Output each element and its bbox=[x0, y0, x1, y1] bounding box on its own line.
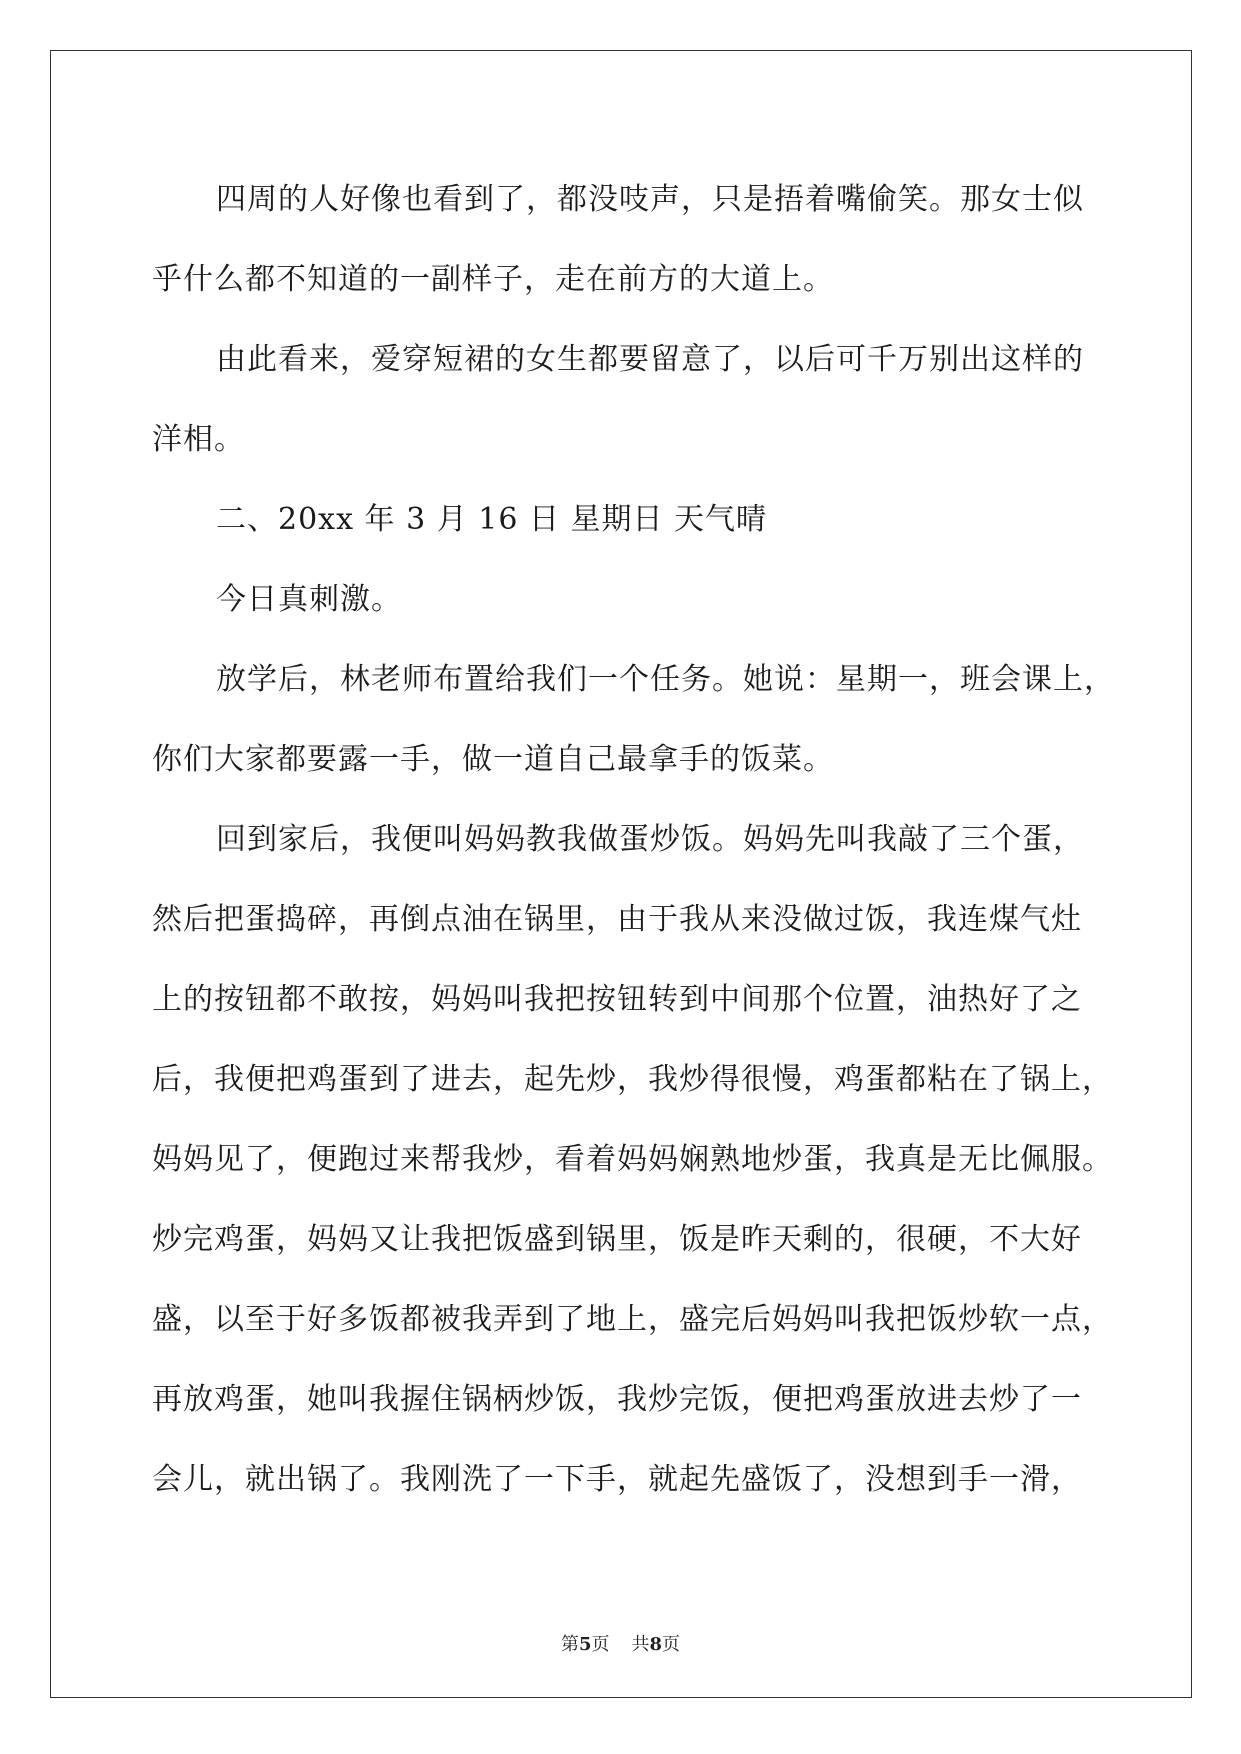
text-line: 四周的人好像也看到了，都没吱声，只是捂着嘴偷笑。那女士似 bbox=[216, 182, 1084, 217]
text-line: 回到家后，我便叫妈妈教我做蛋炒饭。妈妈先叫我敲了三个蛋， bbox=[216, 822, 1084, 857]
text-line: 上的按钮都不敢按，妈妈叫我把按钮转到中间那个位置，油热好了之 bbox=[152, 982, 1082, 1017]
text-line: 今日真刺激。 bbox=[216, 582, 402, 617]
text-line: 由此看来，爱穿短裙的女生都要留意了，以后可千万别出这样的 bbox=[216, 342, 1084, 377]
section-heading: 二、20xx 年 3 月 16 日 星期日 天气晴 bbox=[216, 502, 768, 537]
page-number: 5 bbox=[578, 1634, 592, 1655]
text-line: 妈妈见了，便跑过来帮我炒，看着妈妈娴熟地炒蛋，我真是无比佩服。 bbox=[152, 1142, 1113, 1177]
text-line: 然后把蛋捣碎，再倒点油在锅里，由于我从来没做过饭，我连煤气灶 bbox=[152, 902, 1082, 937]
text-line: 再放鸡蛋，她叫我握住锅柄炒饭，我炒完饭，便把鸡蛋放进去炒了一 bbox=[152, 1382, 1082, 1417]
page-footer bbox=[0, 1630, 1241, 1656]
text-line: 放学后，林老师布置给我们一个任务。她说：星期一，班会课上， bbox=[216, 662, 1115, 697]
total-suffix: 页 bbox=[662, 1634, 681, 1655]
text-line: 会儿，就出锅了。我刚洗了一下手，就起先盛饭了，没想到手一滑， bbox=[152, 1462, 1082, 1497]
total-pages: 8 bbox=[649, 1634, 663, 1655]
total-prefix: 共 bbox=[631, 1634, 650, 1655]
text-line: 后，我便把鸡蛋到了进去，起先炒，我炒得很慢，鸡蛋都粘在了锅上， bbox=[152, 1062, 1113, 1097]
text-line: 乎什么都不知道的一副样子，走在前方的大道上。 bbox=[152, 262, 834, 297]
page-suffix: 页 bbox=[591, 1634, 610, 1655]
text-line: 炒完鸡蛋，妈妈又让我把饭盛到锅里，饭是昨天剩的，很硬，不大好 bbox=[152, 1222, 1082, 1257]
text-line: 你们大家都要露一手，做一道自己最拿手的饭菜。 bbox=[152, 742, 834, 777]
document-body bbox=[152, 160, 1115, 1520]
text-line: 盛，以至于好多饭都被我弄到了地上，盛完后妈妈叫我把饭炒软一点， bbox=[152, 1302, 1113, 1337]
page-prefix: 第 bbox=[560, 1634, 579, 1655]
text-line: 洋相。 bbox=[152, 422, 245, 457]
